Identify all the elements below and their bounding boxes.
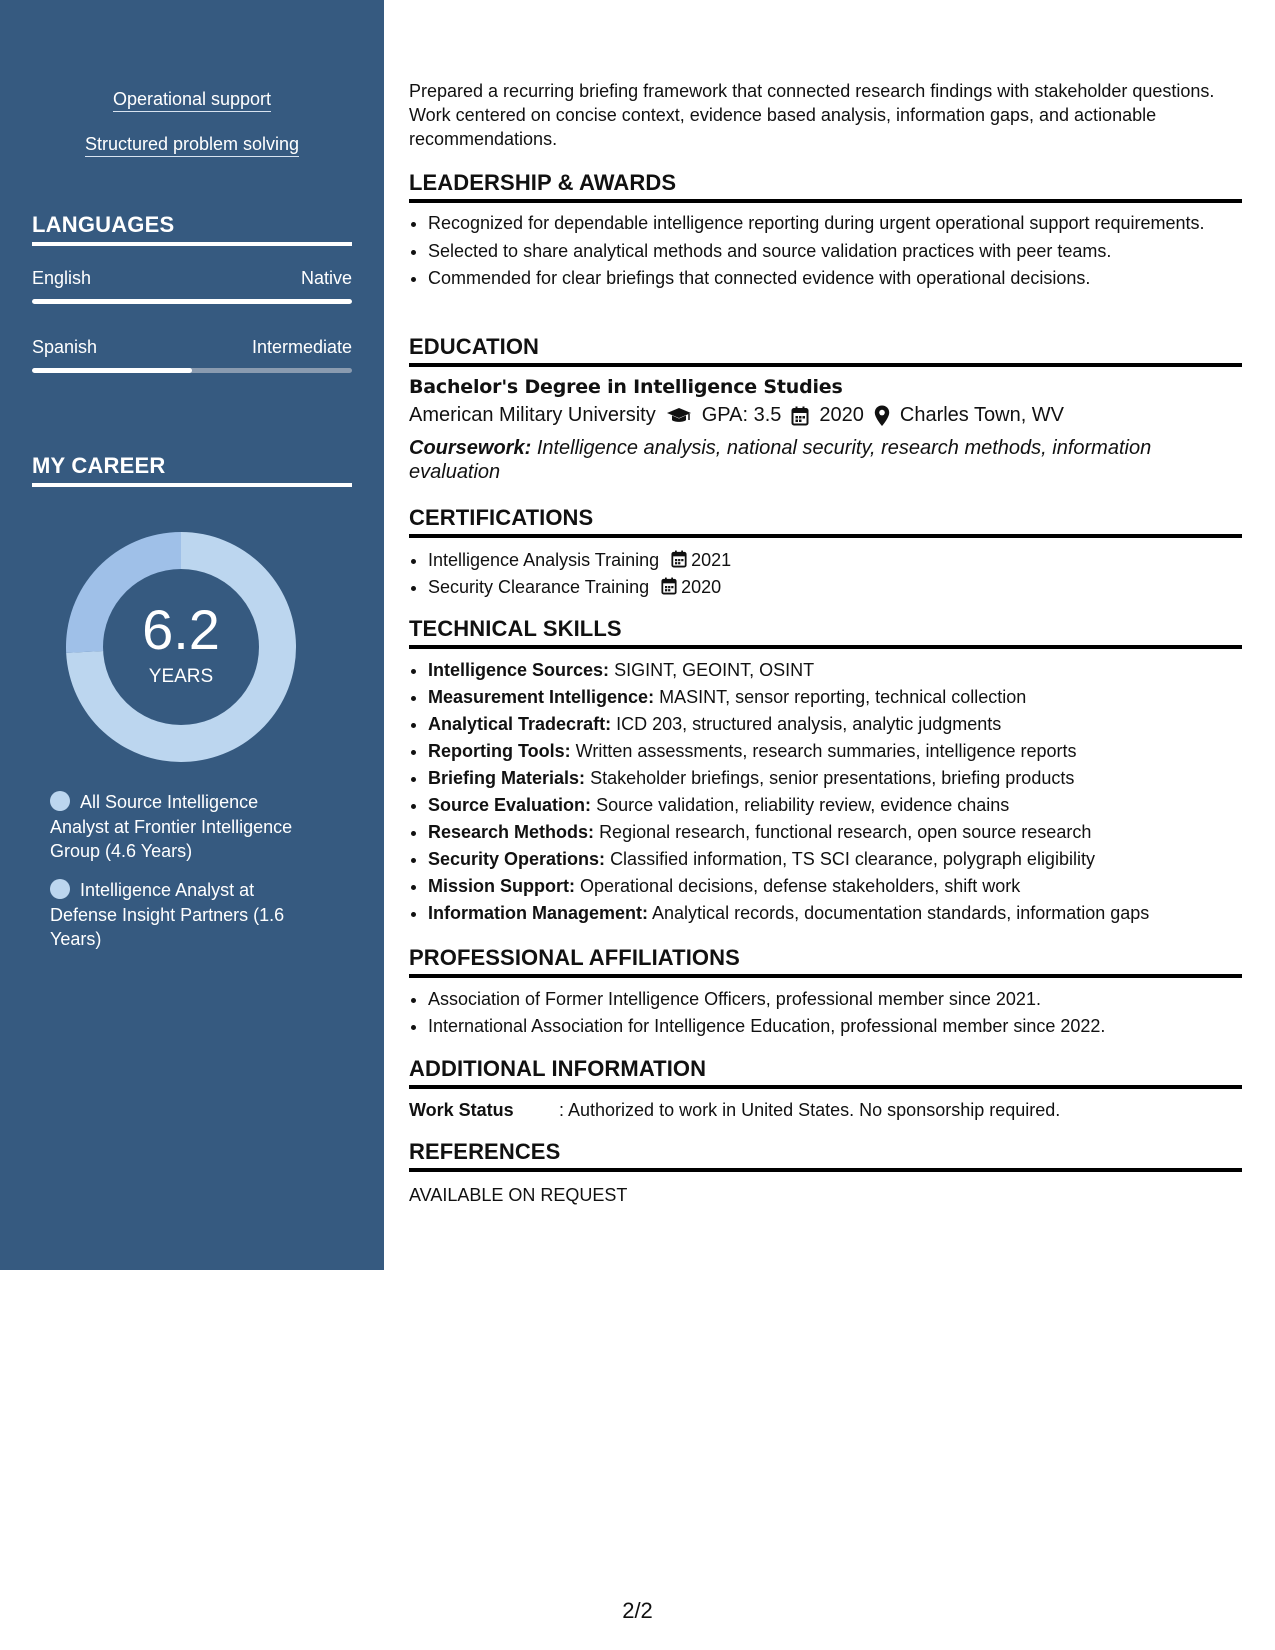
technical-skill-item <box>428 792 1228 819</box>
career-total-years: 6.2 <box>142 598 220 661</box>
technical-skill-item <box>428 711 1228 738</box>
location-pin-icon <box>874 405 890 427</box>
career-legend-label: All Source Intelligence Analyst at Frontier Intelligence Group (4.6 Years) <box>50 792 293 861</box>
sidebar <box>0 0 384 1270</box>
calendar-icon <box>791 406 809 426</box>
technical-skill-item <box>428 738 1228 765</box>
technical-skill-value: Classified information, TS SCI clearance, polygraph eligibility <box>610 849 1095 869</box>
affiliations-heading: PROFESSIONAL AFFILIATIONS <box>409 945 1242 978</box>
technical-skill-label: Information Management: <box>428 903 649 923</box>
technical-skill-label: Measurement Intelligence: <box>428 687 655 707</box>
technical-skill-value: Regional research, functional research, open source research <box>599 822 1092 842</box>
technical-skill-label: Intelligence Sources: <box>428 660 610 680</box>
language-bar-fill <box>32 368 192 373</box>
school-location: Charles Town, WV <box>899 404 1065 426</box>
gpa: GPA: 3.5 <box>701 404 782 426</box>
coursework <box>409 436 1229 484</box>
technical-skill-label: Mission Support: <box>428 876 575 896</box>
list-item <box>428 574 1228 601</box>
coursework-label: Coursework: <box>409 437 532 459</box>
skill-item <box>0 133 384 155</box>
technical-skill-label: Research Methods: <box>428 822 595 842</box>
career-legend-item <box>50 790 320 864</box>
technical-skill-item <box>428 846 1228 873</box>
work-status-value: : Authorized to work in United States. No sponsorship required. <box>559 1100 1061 1120</box>
technical-skill-item <box>428 873 1228 900</box>
graduation-cap-icon <box>666 407 692 425</box>
language-row <box>32 268 352 289</box>
work-status-label: Work Status <box>409 1100 514 1120</box>
technical-skill-item <box>428 657 1228 684</box>
technical-skill-item <box>428 819 1228 846</box>
degree-title: Bachelor's Degree in Intelligence Studies <box>409 376 843 398</box>
additional-info-heading: ADDITIONAL INFORMATION <box>409 1056 1242 1089</box>
skill-item <box>0 88 384 110</box>
work-status-row <box>409 1100 1060 1121</box>
technical-skill-value: Source validation, reliability review, evidence chains <box>596 795 1010 815</box>
certification-year: 2021 <box>691 550 732 570</box>
technical-skill-value: Stakeholder briefings, senior presentations, briefing products <box>590 768 1075 788</box>
legend-dot-icon <box>50 879 70 899</box>
technical-skill-value: Written assessments, research summaries, intelligence reports <box>575 741 1077 761</box>
technical-skill-value: ICD 203, structured analysis, analytic judgments <box>616 714 1002 734</box>
graduation-year: 2020 <box>819 404 864 426</box>
technical-skill-item <box>428 765 1228 792</box>
leadership-heading: LEADERSHIP & AWARDS <box>409 170 1242 203</box>
technical-skill-label: Briefing Materials: <box>428 768 586 788</box>
language-level: Native <box>300 268 352 288</box>
calendar-icon <box>661 577 677 595</box>
list-item: • International Association for Intelligence Education, professional member since 2022. <box>428 1013 1228 1040</box>
list-item <box>428 547 1228 574</box>
certification-year: 2020 <box>681 577 722 597</box>
language-row <box>32 337 352 358</box>
technical-skills-heading: TECHNICAL SKILLS <box>409 616 1242 649</box>
certification-name: Intelligence Analysis Training <box>428 550 660 570</box>
language-bar <box>32 368 352 373</box>
legend-dot-icon <box>50 791 70 811</box>
education-heading: EDUCATION <box>409 334 1242 367</box>
skill-label: Structured problem solving <box>85 134 299 157</box>
references-heading: REFERENCES <box>409 1139 1242 1172</box>
languages-heading: LANGUAGES <box>32 212 352 246</box>
education-details <box>409 404 1064 427</box>
certification-name: Security Clearance Training <box>428 577 650 597</box>
list-item: • Association of Former Intelligence Officers, professional member since 2021. <box>428 986 1228 1013</box>
technical-skill-value: SIGINT, GEOINT, OSINT <box>614 660 815 680</box>
technical-skill-item <box>428 684 1228 711</box>
references-text: AVAILABLE ON REQUEST <box>409 1185 628 1205</box>
technical-skills-list <box>409 657 1228 927</box>
leadership-list <box>409 211 1228 292</box>
language-name: English <box>32 268 92 288</box>
career-years-label: YEARS <box>148 666 214 687</box>
technical-skill-item <box>428 900 1228 927</box>
list-item: • Selected to share analytical methods and source validation practices with peer teams. <box>428 238 1228 265</box>
language-level: Intermediate <box>251 337 352 357</box>
language-bar-fill <box>32 299 352 304</box>
list-item: • Recognized for dependable intelligence reporting during urgent operational support requirements. <box>428 211 1228 235</box>
technical-skill-label: Source Evaluation: <box>428 795 592 815</box>
career-heading: MY CAREER <box>32 453 352 487</box>
language-name: Spanish <box>32 337 98 357</box>
career-legend-label: Intelligence Analyst at Defense Insight Partners (1.6 Years) <box>50 880 285 949</box>
technical-skill-value: Analytical records, documentation standards, information gaps <box>652 903 1150 923</box>
list-item: • Commended for clear briefings that connected evidence with operational decisions. <box>428 265 1228 292</box>
certifications-list <box>409 547 1228 601</box>
technical-skill-label: Analytical Tradecraft: <box>428 714 612 734</box>
technical-skill-value: MASINT, sensor reporting, technical collection <box>659 687 1027 707</box>
school-name: American Military University <box>409 404 656 426</box>
affiliations-list <box>409 986 1228 1040</box>
page-number: 2/2 <box>622 1598 653 1623</box>
skill-label: Operational support <box>113 89 271 112</box>
project-description: Prepared a recurring briefing framework that connected research findings with stakeholder questions. Work centered on concise context, evidence based analysis, information gaps, and actionable recommendations. <box>409 81 1215 149</box>
calendar-icon <box>671 550 687 568</box>
certifications-heading: CERTIFICATIONS <box>409 505 1242 538</box>
technical-skill-value: Operational decisions, defense stakeholders, shift work <box>580 876 1021 896</box>
career-legend-item <box>50 878 320 952</box>
technical-skill-label: Reporting Tools: <box>428 741 571 761</box>
coursework-text: Intelligence analysis, national security, research methods, information evaluation <box>409 437 1152 483</box>
technical-skill-label: Security Operations: <box>428 849 606 869</box>
language-bar <box>32 299 352 304</box>
